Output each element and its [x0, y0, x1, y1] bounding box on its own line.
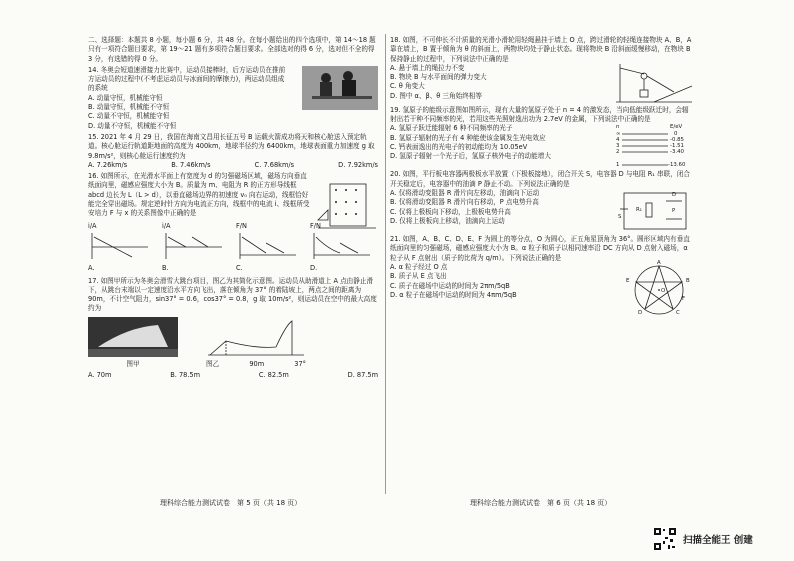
level-e-header: E/eV — [670, 124, 683, 131]
q18-pulley-diagram — [614, 64, 694, 104]
level-1-energy: -13.60 — [668, 162, 686, 169]
q14-option-b: B. 动量守恒，机械能不守恒 — [88, 103, 170, 112]
q18-option-a: A. 悬于墙上的绳拉力不变 — [390, 63, 465, 72]
q15-option-b: B. 7.46km/s — [171, 160, 211, 169]
circuit-p-label: P — [672, 208, 676, 215]
q18-option-b: B. 物块 B 与水平面间的弹力变大 — [390, 73, 487, 82]
q16-stem: 16. 如图所示，在光滑水平面上有宽度为 d 的匀强磁场区域，磁场方向垂直纸面向里，磁感应强度大小为 B。质量为 m、电阻为 R 的正方形导线框 abcd 边长为 L（L > d），以垂直磁场边界的初速度 v₀ 向右运动，线框恰好能完全穿出磁场。规定逆时针方向为电流正方向，线框中的电流 i、线框所受安培力 F 与 x 的关系图像中正确的是 — [88, 172, 310, 218]
star-c-label: C — [676, 309, 680, 316]
q17-figures — [88, 317, 378, 370]
q17-figure-b-caption: 图乙 — [206, 360, 220, 369]
q14-option-c: C. 动量不守恒，机械能守恒 — [88, 112, 170, 121]
question-17 — [88, 277, 378, 381]
section-instructions: 二、选择题：本题共 8 小题，每小题 6 分，共 48 分。在每小题给出的四个选项中，第 14～18 题只有一项符合题目要求，第 19～21 题有多项符合题目要求。全部选对的得 6 分，选对但不全的得 3 分，有选错的得 0 分。 — [88, 36, 376, 63]
level-inf: ∞ — [616, 131, 621, 138]
q21-option-d: D. α 粒子在磁场中运动的时间为 4πm/5qB — [390, 290, 517, 299]
level-n-header: n — [616, 124, 620, 131]
q21-star-circle-diagram — [624, 259, 694, 317]
q14-skaters-photo — [302, 66, 378, 110]
q18-option-c: C. θ 角变大 — [390, 82, 425, 91]
q17-option-a: A. 70m — [88, 371, 112, 380]
question-19 — [390, 106, 694, 169]
level-4-energy: -0.85 — [670, 137, 684, 144]
level-4: 4 — [616, 137, 620, 144]
q19-option-a: A. 氢原子跃迁能辐射 6 种不同频率的光子 — [390, 124, 513, 133]
qr-code-icon — [653, 527, 677, 551]
q17-option-d: D. 87.5m — [347, 371, 378, 380]
q21-option-a: A. α 粒子经过 O 点 — [390, 262, 448, 271]
circuit-s-label: S — [618, 214, 622, 221]
q16-option-d: D. — [310, 264, 318, 273]
q20-option-a: A. 仅将滑动变阻器 R 滑片向左移动，油滴向下运动 — [390, 189, 540, 198]
right-page — [390, 36, 694, 317]
q17-figure-a — [88, 317, 178, 370]
q20-option-d: D. 仅将上极板向上移动，油滴向上运动 — [390, 216, 505, 225]
q21-stem: 21. 如图，A、B、C、D、E、F 为圆上的等分点，O 为圆心，正五角星顶角为 36°。圆形区域内有垂直纸面向里的匀强磁场，磁感应强度大小为 B。α 粒子和质子以相同速率沿 DC 方向从 D 点射入磁场，α 粒子从 F 点射出（质子的比荷为 q/m）。下列说法正确的是 — [390, 235, 690, 262]
q14-option-a: A. 动量守恒，机械能守恒 — [88, 93, 163, 102]
q14-stem: 14. 冬奥会短道速滑接力比赛中，运动员接棒时，后方运动员在推前方运动员的过程中(不考虑运动员与冰面间的摩擦力)，两运动员组成的系统 — [88, 65, 286, 93]
q16-option-b: B. — [162, 264, 169, 273]
level-3: 3 — [616, 143, 620, 150]
q18-option-d: D. 图中 α、β、θ 三角始终相等 — [390, 91, 482, 100]
question-15 — [88, 133, 378, 170]
q20-option-b: B. 仅将滑动变阻器 R 滑片向右移动，P 点电势升高 — [390, 198, 539, 207]
scanner-brand-text: 扫描全能王 创建 — [683, 535, 753, 546]
q21-option-b: B. 质子从 E 点飞出 — [390, 272, 447, 281]
q21-option-c: C. 质子在磁场中运动的时间为 2πm/5qB — [390, 281, 510, 290]
q17-ski-jump-photo — [88, 317, 178, 357]
circuit-r1-label: R₁ — [636, 207, 642, 214]
q19-energy-levels — [616, 124, 694, 168]
q16-graph-c-ylabel: F/N — [236, 221, 247, 230]
q19-option-c: C. 钙表面逸出的光电子的初动能均为 10.05eV — [390, 143, 528, 152]
q17-option-b: B. 78.5m — [170, 371, 201, 380]
q16-option-c: C. — [236, 264, 243, 273]
q16-graph-a — [88, 222, 156, 274]
q16-graph-a-ylabel: i/A — [88, 221, 97, 230]
left-page — [88, 36, 378, 381]
level-2-energy: -3.40 — [670, 149, 684, 156]
q18-stem: 18. 如图，不可伸长不计质量的光滑小滑轮用轻绳悬挂于墙上 O 点，跨过滑轮的轻绳连接物块 A、B，A 靠在墙上，B 置于倾角为 θ 的斜面上，两物块均处于静止状态。现将物块 B 沿斜面缓慢移动，在物块 B 保持静止的过程中，下列说法中正确的是 — [390, 36, 692, 63]
star-o-label: O — [661, 287, 666, 294]
question-18 — [390, 36, 694, 104]
q17-ski-jump-diagram — [206, 317, 306, 357]
q16-graph-b-ylabel: i/A — [162, 221, 171, 230]
level-2: 2 — [616, 149, 620, 156]
star-e-label: E — [626, 277, 630, 284]
right-page-footer: 理科综合能力测试试卷 第 6 页（共 18 页） — [470, 499, 612, 507]
question-14 — [88, 66, 378, 131]
q19-stem: 19. 氢原子的能级示意图如图所示，现有大量的氢原子处于 n = 4 的激发态，当向低能级跃迁时，会辐射出若干种不同频率的光，若用这些光照射逸出功为 2.7eV 的金属，下列说法中正确的是 — [390, 105, 689, 124]
q17-figure-a-caption: 图甲 — [126, 360, 140, 369]
q19-option-d: D. 氢原子辐射一个光子后，氢原子核外电子的动能增大 — [390, 152, 551, 161]
q15-stem: 15. 2021 年 4 月 29 日，我国在海南文昌用长征五号 B 运载火箭成功将天和核心舱送入预定轨道。核心舱运行轨道距地面的高度为 400km，地球半径约为 6400km，地球表面重力加速度 g 取 9.8m/s²，则核心舱运行速度约为 — [88, 132, 375, 160]
q16-field-diagram — [316, 180, 378, 234]
q20-option-c: C. 仅将上极板向下移动，上极板电势升高 — [390, 207, 511, 216]
q17-options — [88, 371, 378, 380]
q14-option-d: D. 动量不守恒，机械能不守恒 — [88, 121, 177, 130]
q19-option-b: B. 氢原子辐射的光子有 4 种能使该金属发生光电效应 — [390, 133, 546, 142]
q16-graph-d-ylabel: F/N — [310, 221, 321, 230]
left-page-footer: 理科综合能力测试试卷 第 5 页（共 18 页） — [160, 499, 302, 507]
q15-option-c: C. 7.68km/s — [254, 160, 295, 169]
q16-option-a: A. — [88, 264, 95, 273]
level-inf-energy: 0 — [674, 131, 678, 138]
q20-circuit-diagram — [618, 189, 694, 233]
q17-stem: 17. 如图甲所示为冬奥会滑雪大跳台项目，图乙为其简化示意图。运动员从助滑道上 A 点由静止滑下，从跳台末端以一定速度沿水平方向飞出，落在倾角为 37° 的着陆坡上，两点之间的距离为 90m，不计空气阻力，sin37° = 0.6，cos37° = 0.8，g 取 10m/s²，则运动员在空中的最大高度约为 — [88, 276, 377, 313]
q17-distance-label: 90m — [249, 360, 265, 369]
q20-stem: 20. 如图，平行板电容器两极板水平放置（下极板接地），闭合开关 S，电容器 D 与电阻 R₁ 串联，闭合开关稳定后，电容器中的油滴 P 静止不动。下列说法正确的是 — [390, 170, 690, 188]
circuit-d-label: D — [672, 192, 677, 199]
q16-graph-c — [236, 222, 304, 274]
star-d-label: D — [638, 309, 643, 316]
question-16 — [88, 172, 378, 273]
q15-options — [88, 161, 378, 170]
q16-graph-b — [162, 222, 230, 274]
q15-option-d: D. 7.92km/s — [338, 160, 378, 169]
star-a-label: A — [657, 259, 661, 266]
page-divider — [385, 34, 386, 494]
question-21 — [390, 235, 694, 317]
q17-option-c: C. 82.5m — [258, 371, 289, 380]
q17-figure-b — [206, 317, 306, 370]
question-20 — [390, 170, 694, 233]
level-1: 1 — [616, 162, 620, 169]
level-3-energy: -1.51 — [670, 143, 684, 150]
star-b-label: B — [686, 277, 690, 284]
star-f-label: F — [682, 295, 686, 302]
q17-angle-label: 37° — [294, 360, 306, 369]
q15-option-a: A. 7.26km/s — [88, 160, 128, 169]
